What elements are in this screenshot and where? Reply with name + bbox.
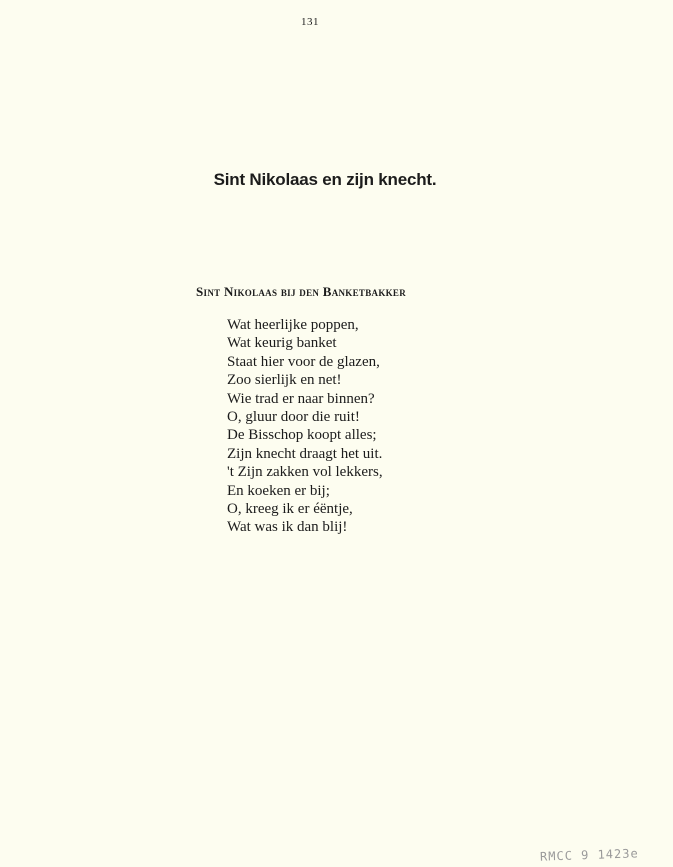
poem-line: Wat keurig banket	[227, 335, 337, 352]
poem-line: Staat hier voor de glazen,	[227, 353, 380, 370]
poem-line: Wie trad er naar binnen?	[227, 390, 375, 407]
poem-line: De Bisschop koopt alles;	[227, 427, 377, 444]
poem-line: O, gluur door die ruit!	[227, 409, 360, 426]
poem-title: Sint Nikolaas en zijn knecht.	[213, 170, 437, 189]
poem-line: Zijn knecht draagt het uit.	[227, 445, 383, 462]
poem-stanza	[227, 316, 383, 537]
poem-line: Wat heerlijke poppen,	[227, 317, 359, 333]
poem-line: O, kreeg ik er éëntje,	[227, 501, 353, 518]
poem-line: Zoo sierlijk en net!	[227, 372, 342, 389]
poem-subtitle: Sint Nikolaas bij den Banketbakker	[196, 284, 407, 299]
page-number: 131	[301, 16, 319, 28]
poem-line: Wat was ik dan blij!	[227, 519, 348, 536]
library-shelfmark: RMCC 9 1423e	[539, 846, 639, 864]
poem-line: En koeken er bij;	[227, 482, 330, 499]
poem-line: 't Zijn zakken vol lekkers,	[227, 464, 383, 481]
